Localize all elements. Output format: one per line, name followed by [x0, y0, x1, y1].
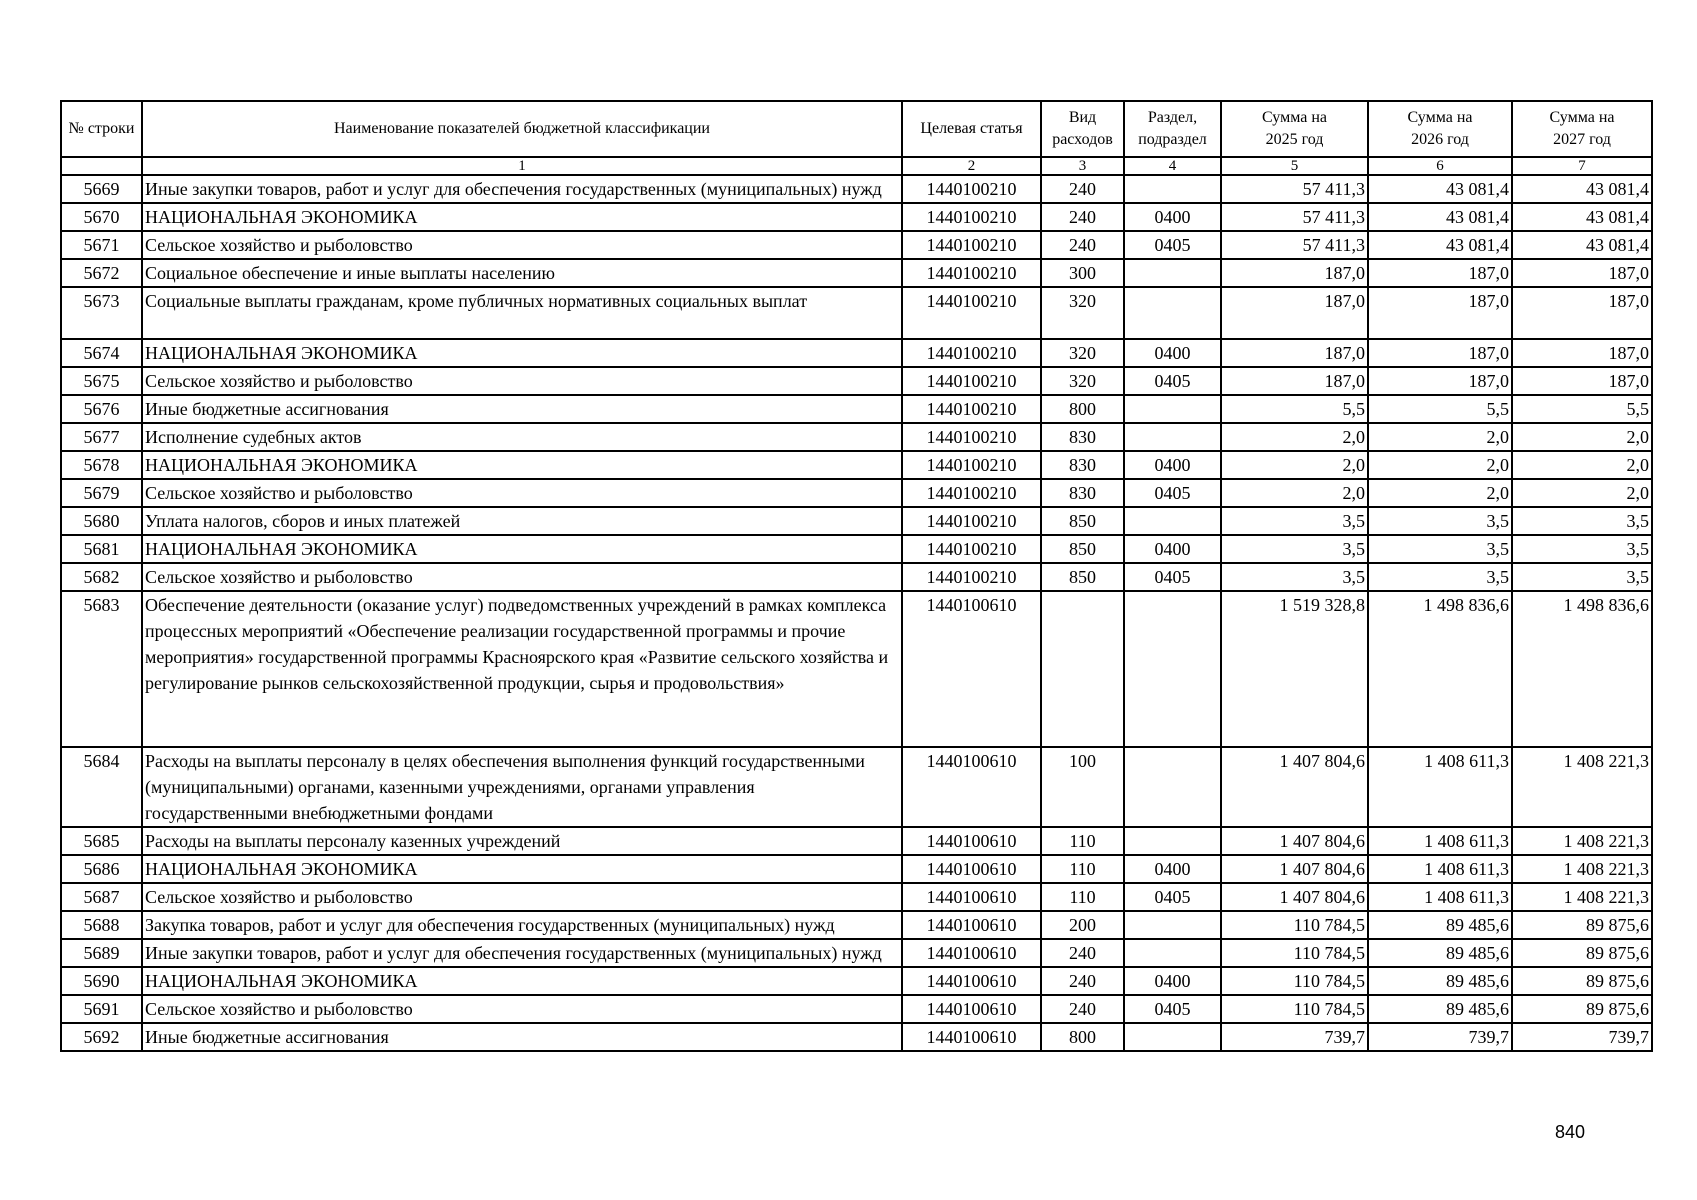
- row-name: Сельское хозяйство и рыболовство: [142, 995, 902, 1023]
- row-name: Социальное обеспечение и иные выплаты населению: [142, 259, 902, 287]
- row-number: 5690: [61, 967, 142, 995]
- row-section: 0400: [1124, 451, 1221, 479]
- row-number: 5679: [61, 479, 142, 507]
- row-target-code: 1440100210: [902, 287, 1041, 339]
- row-name: Обеспечение деятельности (оказание услуг) подведомственных учреждений в рамках комплекса процессных мероприятий «Обеспечение реализации государственной программы и прочие мероприятия» государственной программы Красноярского края «Развитие сельского хозяйства и регулирование рынков сельскохозяйственной продукции, сырья и продовольствия»: [142, 591, 902, 747]
- table-row: [61, 747, 1652, 827]
- row-expense-type: 850: [1041, 535, 1124, 563]
- row-sum-2027: 5,5: [1512, 395, 1652, 423]
- row-section: [1124, 827, 1221, 855]
- row-sum-2025: 1 407 804,6: [1221, 855, 1368, 883]
- row-sum-2026: 89 485,6: [1368, 939, 1512, 967]
- row-name: Иные бюджетные ассигнования: [142, 395, 902, 423]
- row-sum-2026: 187,0: [1368, 367, 1512, 395]
- row-sum-2025: 739,7: [1221, 1023, 1368, 1051]
- row-target-code: 1440100210: [902, 423, 1041, 451]
- row-name: Расходы на выплаты персоналу казенных учреждений: [142, 827, 902, 855]
- row-expense-type: 830: [1041, 479, 1124, 507]
- row-section: [1124, 175, 1221, 203]
- row-sum-2027: 1 408 221,3: [1512, 855, 1652, 883]
- row-sum-2027: 43 081,4: [1512, 175, 1652, 203]
- header-row-no: № строки: [61, 101, 142, 157]
- row-expense-type: 240: [1041, 995, 1124, 1023]
- row-sum-2025: 57 411,3: [1221, 175, 1368, 203]
- table-row: [61, 203, 1652, 231]
- row-number: 5682: [61, 563, 142, 591]
- page-number: 840: [1555, 1122, 1586, 1142]
- row-name: Расходы на выплаты персоналу в целях обеспечения выполнения функций государственными (муниципальными) органами, казенными учреждениями, органами управления государственными внебюджетными фондами: [142, 747, 902, 827]
- row-expense-type: 320: [1041, 339, 1124, 367]
- row-section: [1124, 591, 1221, 747]
- row-sum-2025: 1 407 804,6: [1221, 883, 1368, 911]
- table-row: [61, 563, 1652, 591]
- row-number: 5678: [61, 451, 142, 479]
- row-sum-2025: 3,5: [1221, 507, 1368, 535]
- header-target: Целевая статья: [902, 101, 1041, 157]
- row-name: Иные закупки товаров, работ и услуг для обеспечения государственных (муниципальных) нужд: [142, 175, 902, 203]
- row-expense-type: 830: [1041, 423, 1124, 451]
- row-sum-2027: 89 875,6: [1512, 939, 1652, 967]
- row-section: [1124, 395, 1221, 423]
- header-sum-2025-line2: 2025 год: [1265, 131, 1324, 148]
- header-section-line2: подраздел: [1138, 131, 1207, 148]
- row-sum-2026: 739,7: [1368, 1023, 1512, 1051]
- row-sum-2025: 57 411,3: [1221, 231, 1368, 259]
- row-sum-2025: 2,0: [1221, 451, 1368, 479]
- row-expense-type: 240: [1041, 175, 1124, 203]
- row-sum-2026: 3,5: [1368, 507, 1512, 535]
- row-section: [1124, 1023, 1221, 1051]
- table-row: [61, 367, 1652, 395]
- row-target-code: 1440100210: [902, 175, 1041, 203]
- row-expense-type: 200: [1041, 911, 1124, 939]
- header-sum-2025: [1221, 101, 1368, 157]
- row-number: 5689: [61, 939, 142, 967]
- row-target-code: 1440100610: [902, 747, 1041, 827]
- row-number: 5675: [61, 367, 142, 395]
- header-row: [61, 101, 1652, 157]
- row-sum-2025: 1 519 328,8: [1221, 591, 1368, 747]
- row-sum-2026: 89 485,6: [1368, 995, 1512, 1023]
- row-sum-2025: 2,0: [1221, 479, 1368, 507]
- row-name: Сельское хозяйство и рыболовство: [142, 479, 902, 507]
- row-section: 0405: [1124, 563, 1221, 591]
- row-sum-2027: 89 875,6: [1512, 911, 1652, 939]
- row-sum-2025: 3,5: [1221, 535, 1368, 563]
- row-sum-2027: 1 408 221,3: [1512, 747, 1652, 827]
- row-number: 5676: [61, 395, 142, 423]
- row-sum-2027: 89 875,6: [1512, 967, 1652, 995]
- row-section: [1124, 747, 1221, 827]
- column-number: 2: [902, 157, 1041, 175]
- row-sum-2026: 43 081,4: [1368, 231, 1512, 259]
- table-row: [61, 939, 1652, 967]
- row-expense-type: 240: [1041, 939, 1124, 967]
- row-target-code: 1440100210: [902, 259, 1041, 287]
- row-sum-2025: 187,0: [1221, 367, 1368, 395]
- row-number: 5685: [61, 827, 142, 855]
- row-sum-2025: 110 784,5: [1221, 995, 1368, 1023]
- header-expense-type: [1041, 101, 1124, 157]
- row-target-code: 1440100210: [902, 563, 1041, 591]
- row-name: Сельское хозяйство и рыболовство: [142, 231, 902, 259]
- header-section: [1124, 101, 1221, 157]
- row-sum-2025: 187,0: [1221, 259, 1368, 287]
- row-number: 5683: [61, 591, 142, 747]
- table-row: [61, 231, 1652, 259]
- table-row: [61, 855, 1652, 883]
- row-sum-2026: 187,0: [1368, 339, 1512, 367]
- row-name: Закупка товаров, работ и услуг для обеспечения государственных (муниципальных) нужд: [142, 911, 902, 939]
- row-section: 0405: [1124, 367, 1221, 395]
- column-number-row: [61, 157, 1652, 175]
- row-name: Сельское хозяйство и рыболовство: [142, 367, 902, 395]
- table-row: [61, 507, 1652, 535]
- row-target-code: 1440100210: [902, 339, 1041, 367]
- row-sum-2025: 187,0: [1221, 339, 1368, 367]
- row-section: 0405: [1124, 479, 1221, 507]
- row-expense-type: 240: [1041, 203, 1124, 231]
- row-name: Сельское хозяйство и рыболовство: [142, 883, 902, 911]
- column-number: 3: [1041, 157, 1124, 175]
- row-expense-type: 320: [1041, 287, 1124, 339]
- row-target-code: 1440100610: [902, 591, 1041, 747]
- row-number: 5688: [61, 911, 142, 939]
- row-number: 5671: [61, 231, 142, 259]
- header-expense-type-line2: расходов: [1052, 131, 1113, 148]
- row-expense-type: 320: [1041, 367, 1124, 395]
- row-number: 5670: [61, 203, 142, 231]
- row-target-code: 1440100210: [902, 203, 1041, 231]
- table-row: [61, 535, 1652, 563]
- table-row: [61, 339, 1652, 367]
- row-expense-type: 100: [1041, 747, 1124, 827]
- row-sum-2026: 1 408 611,3: [1368, 827, 1512, 855]
- row-sum-2027: 1 498 836,6: [1512, 591, 1652, 747]
- row-sum-2025: 110 784,5: [1221, 967, 1368, 995]
- row-name: Сельское хозяйство и рыболовство: [142, 563, 902, 591]
- row-name: Иные закупки товаров, работ и услуг для обеспечения государственных (муниципальных) нужд: [142, 939, 902, 967]
- row-expense-type: 110: [1041, 883, 1124, 911]
- row-sum-2025: 3,5: [1221, 563, 1368, 591]
- table-row: [61, 287, 1652, 339]
- row-expense-type: 110: [1041, 855, 1124, 883]
- row-sum-2027: 187,0: [1512, 339, 1652, 367]
- row-expense-type: 800: [1041, 395, 1124, 423]
- header-name: Наименование показателей бюджетной классификации: [142, 101, 902, 157]
- table-row: [61, 451, 1652, 479]
- row-sum-2026: 89 485,6: [1368, 967, 1512, 995]
- row-sum-2027: 3,5: [1512, 507, 1652, 535]
- row-expense-type: 300: [1041, 259, 1124, 287]
- row-sum-2027: 187,0: [1512, 287, 1652, 339]
- row-name: НАЦИОНАЛЬНАЯ ЭКОНОМИКА: [142, 855, 902, 883]
- row-target-code: 1440100210: [902, 479, 1041, 507]
- row-sum-2026: 3,5: [1368, 535, 1512, 563]
- row-number: 5672: [61, 259, 142, 287]
- row-expense-type: 800: [1041, 1023, 1124, 1051]
- row-name: НАЦИОНАЛЬНАЯ ЭКОНОМИКА: [142, 967, 902, 995]
- row-name: Уплата налогов, сборов и иных платежей: [142, 507, 902, 535]
- row-section: [1124, 287, 1221, 339]
- row-name: НАЦИОНАЛЬНАЯ ЭКОНОМИКА: [142, 203, 902, 231]
- row-expense-type: [1041, 591, 1124, 747]
- row-sum-2025: 1 407 804,6: [1221, 827, 1368, 855]
- row-target-code: 1440100210: [902, 231, 1041, 259]
- row-section: [1124, 507, 1221, 535]
- row-target-code: 1440100610: [902, 855, 1041, 883]
- row-sum-2027: 2,0: [1512, 451, 1652, 479]
- row-section: [1124, 423, 1221, 451]
- row-section: 0400: [1124, 855, 1221, 883]
- row-sum-2027: 739,7: [1512, 1023, 1652, 1051]
- row-name: Иные бюджетные ассигнования: [142, 1023, 902, 1051]
- row-number: 5680: [61, 507, 142, 535]
- row-expense-type: 830: [1041, 451, 1124, 479]
- column-number: 5: [1221, 157, 1368, 175]
- row-sum-2025: 1 407 804,6: [1221, 747, 1368, 827]
- row-number: 5684: [61, 747, 142, 827]
- header-expense-type-line1: Вид: [1068, 109, 1097, 126]
- row-number: 5687: [61, 883, 142, 911]
- row-section: [1124, 939, 1221, 967]
- row-sum-2026: 187,0: [1368, 287, 1512, 339]
- row-number: 5691: [61, 995, 142, 1023]
- row-name: Социальные выплаты гражданам, кроме публичных нормативных социальных выплат: [142, 287, 902, 339]
- column-number: 1: [142, 157, 902, 175]
- row-sum-2026: 187,0: [1368, 259, 1512, 287]
- row-sum-2026: 5,5: [1368, 395, 1512, 423]
- row-number: 5674: [61, 339, 142, 367]
- row-sum-2026: 2,0: [1368, 451, 1512, 479]
- row-sum-2026: 1 408 611,3: [1368, 883, 1512, 911]
- row-section: 0400: [1124, 203, 1221, 231]
- row-expense-type: 850: [1041, 563, 1124, 591]
- row-sum-2027: 43 081,4: [1512, 231, 1652, 259]
- row-sum-2027: 2,0: [1512, 423, 1652, 451]
- row-sum-2027: 43 081,4: [1512, 203, 1652, 231]
- table-row: [61, 995, 1652, 1023]
- table-row: [61, 591, 1652, 747]
- column-number: 7: [1512, 157, 1652, 175]
- row-target-code: 1440100210: [902, 535, 1041, 563]
- row-section: 0400: [1124, 535, 1221, 563]
- row-section: 0405: [1124, 995, 1221, 1023]
- row-target-code: 1440100610: [902, 939, 1041, 967]
- row-sum-2026: 2,0: [1368, 423, 1512, 451]
- header-sum-2026-line2: 2026 год: [1411, 131, 1469, 148]
- row-name: НАЦИОНАЛЬНАЯ ЭКОНОМИКА: [142, 535, 902, 563]
- row-number: 5692: [61, 1023, 142, 1051]
- row-sum-2025: 187,0: [1221, 287, 1368, 339]
- row-sum-2026: 1 498 836,6: [1368, 591, 1512, 747]
- row-sum-2025: 5,5: [1221, 395, 1368, 423]
- row-sum-2026: 43 081,4: [1368, 203, 1512, 231]
- header-sum-2027: [1512, 101, 1652, 157]
- row-target-code: 1440100210: [902, 395, 1041, 423]
- table-row: [61, 967, 1652, 995]
- table-row: [61, 827, 1652, 855]
- row-target-code: 1440100210: [902, 367, 1041, 395]
- row-target-code: 1440100610: [902, 995, 1041, 1023]
- table-row: [61, 395, 1652, 423]
- row-number: 5673: [61, 287, 142, 339]
- row-sum-2026: 89 485,6: [1368, 911, 1512, 939]
- row-sum-2027: 3,5: [1512, 535, 1652, 563]
- row-name: Исполнение судебных актов: [142, 423, 902, 451]
- row-sum-2027: 187,0: [1512, 259, 1652, 287]
- table-row: [61, 259, 1652, 287]
- header-sum-2025-line1: Сумма на: [1262, 109, 1327, 126]
- row-sum-2026: 3,5: [1368, 563, 1512, 591]
- row-sum-2027: 187,0: [1512, 367, 1652, 395]
- row-target-code: 1440100610: [902, 911, 1041, 939]
- table-row: [61, 1023, 1652, 1051]
- table-row: [61, 883, 1652, 911]
- row-number: 5686: [61, 855, 142, 883]
- column-number: 4: [1124, 157, 1221, 175]
- column-number: 6: [1368, 157, 1512, 175]
- budget-table: [60, 100, 1653, 1052]
- table-row: [61, 175, 1652, 203]
- header-sum-2027-line2: 2027 год: [1553, 131, 1611, 148]
- row-sum-2026: 2,0: [1368, 479, 1512, 507]
- row-sum-2027: 89 875,6: [1512, 995, 1652, 1023]
- header-sum-2026-line1: Сумма на: [1407, 109, 1473, 126]
- row-target-code: 1440100610: [902, 827, 1041, 855]
- table-body: [61, 175, 1652, 1051]
- row-expense-type: 240: [1041, 231, 1124, 259]
- table-row: [61, 423, 1652, 451]
- row-sum-2027: 2,0: [1512, 479, 1652, 507]
- row-section: 0400: [1124, 967, 1221, 995]
- row-target-code: 1440100610: [902, 1023, 1041, 1051]
- row-sum-2025: 2,0: [1221, 423, 1368, 451]
- row-sum-2025: 57 411,3: [1221, 203, 1368, 231]
- row-name: НАЦИОНАЛЬНАЯ ЭКОНОМИКА: [142, 451, 902, 479]
- row-sum-2026: 1 408 611,3: [1368, 747, 1512, 827]
- row-number: 5681: [61, 535, 142, 563]
- row-number: 5669: [61, 175, 142, 203]
- table-row: [61, 479, 1652, 507]
- row-sum-2025: 110 784,5: [1221, 939, 1368, 967]
- row-sum-2027: 1 408 221,3: [1512, 827, 1652, 855]
- table-row: [61, 911, 1652, 939]
- row-target-code: 1440100610: [902, 883, 1041, 911]
- row-section: 0405: [1124, 231, 1221, 259]
- row-number: 5677: [61, 423, 142, 451]
- row-name: НАЦИОНАЛЬНАЯ ЭКОНОМИКА: [142, 339, 902, 367]
- row-target-code: 1440100610: [902, 967, 1041, 995]
- row-expense-type: 110: [1041, 827, 1124, 855]
- row-section: 0405: [1124, 883, 1221, 911]
- row-sum-2026: 1 408 611,3: [1368, 855, 1512, 883]
- header-section-line1: Раздел,: [1147, 109, 1198, 126]
- row-sum-2025: 110 784,5: [1221, 911, 1368, 939]
- row-sum-2026: 43 081,4: [1368, 175, 1512, 203]
- header-sum-2026: [1368, 101, 1512, 157]
- row-section: 0400: [1124, 339, 1221, 367]
- row-expense-type: 240: [1041, 967, 1124, 995]
- row-sum-2027: 3,5: [1512, 563, 1652, 591]
- column-number: [61, 157, 142, 175]
- row-expense-type: 850: [1041, 507, 1124, 535]
- row-section: [1124, 911, 1221, 939]
- row-target-code: 1440100210: [902, 507, 1041, 535]
- row-target-code: 1440100210: [902, 451, 1041, 479]
- row-sum-2027: 1 408 221,3: [1512, 883, 1652, 911]
- header-sum-2027-line1: Сумма на: [1549, 109, 1615, 126]
- row-section: [1124, 259, 1221, 287]
